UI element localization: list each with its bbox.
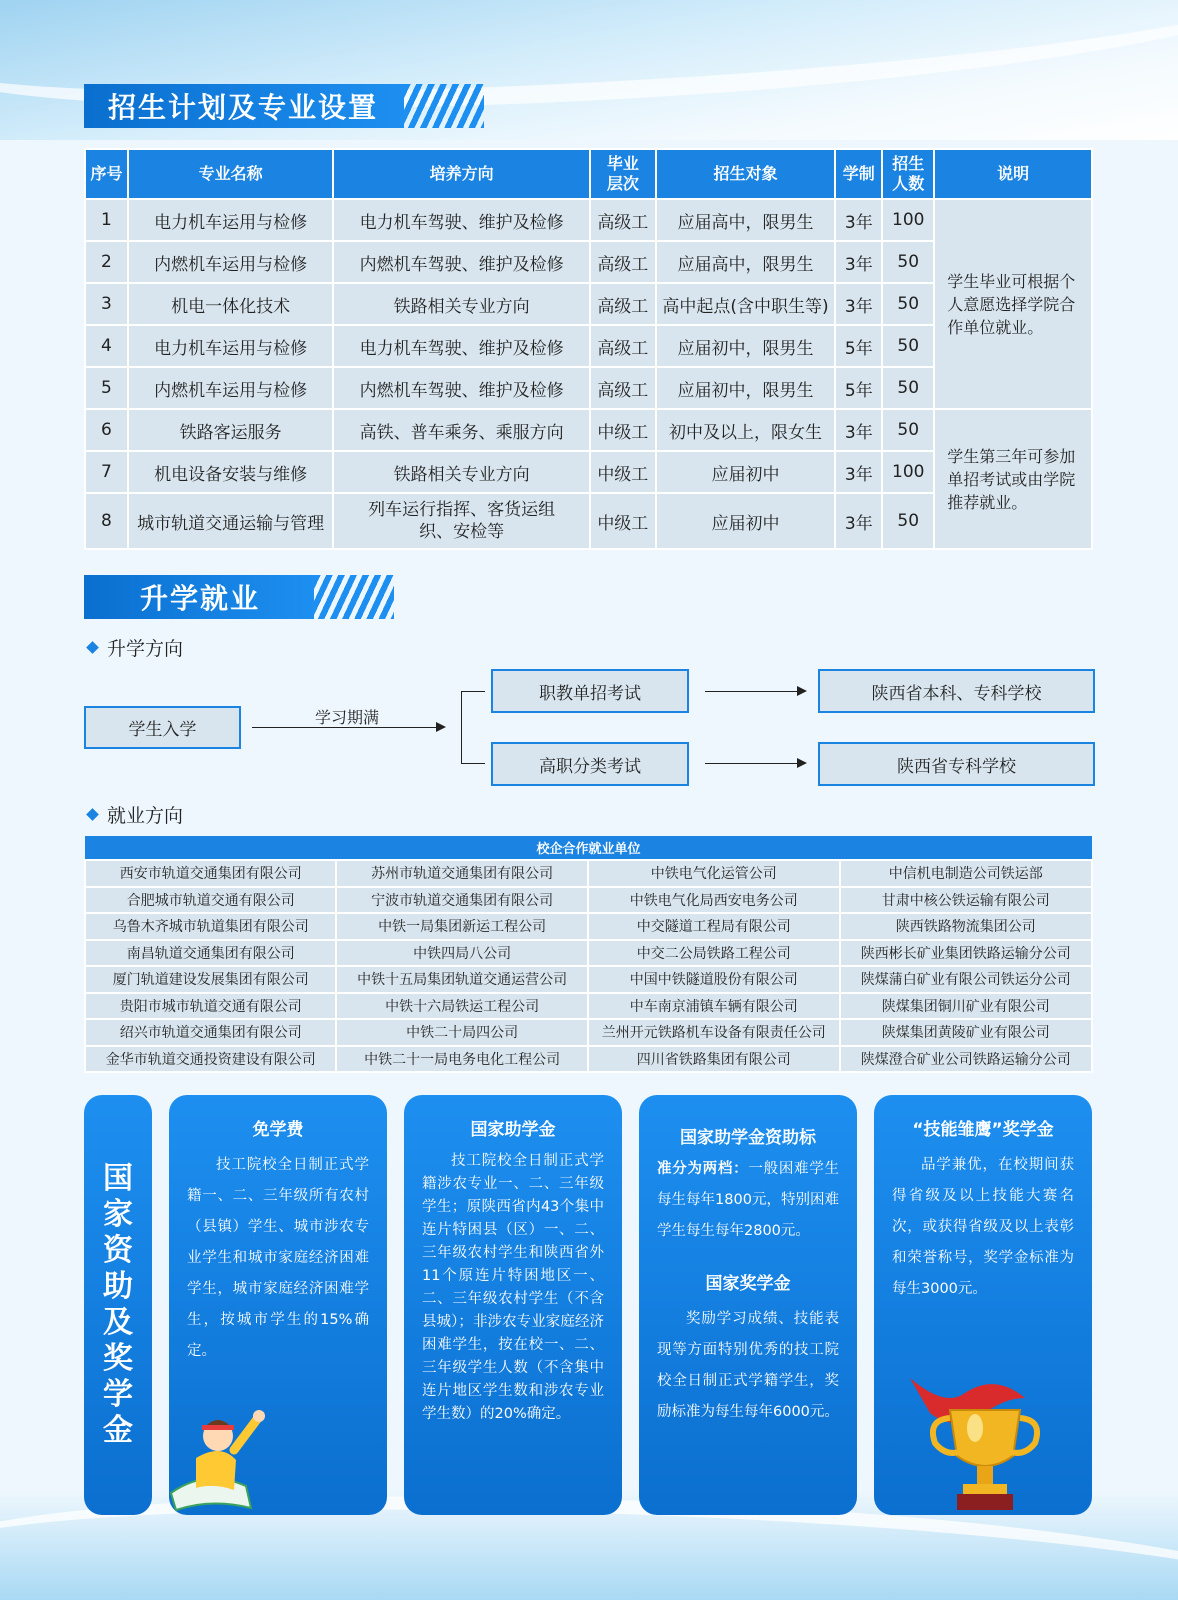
trophy-illustration xyxy=(905,1368,1065,1514)
section-title-further-study xyxy=(84,575,314,619)
cell: 高级工 xyxy=(590,241,656,283)
cell: 四川省铁路集团有限公司 xyxy=(588,1046,840,1073)
cell: 50 xyxy=(882,409,934,451)
flow-dest-text: 陕西省专科学校 xyxy=(897,756,1016,777)
cell: 3年 xyxy=(835,409,882,451)
flow-dest-box-1 xyxy=(818,669,1095,713)
cell: 高级工 xyxy=(590,325,656,367)
card-text: 技工院校全日制正式学籍一、二、三年级所有农村（县镇）学生、城市涉农专业学生和城市家庭经济困难学生，城市家庭经济困难学生，按城市学生的15%确定。 xyxy=(187,1157,369,1359)
table-row xyxy=(85,199,1092,241)
title-stripes-decoration xyxy=(404,84,484,128)
card-title: 国家助学金资助标 xyxy=(680,1128,816,1148)
aid-side-title xyxy=(84,1095,152,1515)
cell: 电力机车运用与检修 xyxy=(128,325,333,367)
cell: 陕西铁路物流集团公司 xyxy=(840,913,1092,940)
cell: 中铁十六局铁运工程公司 xyxy=(336,993,587,1020)
cell: 5 xyxy=(85,367,128,409)
table-row xyxy=(85,1046,1092,1073)
cell: 50 xyxy=(882,325,934,367)
card-text: 一般困难学生每生每年1800元，特别困难学生每生每年2800元。 xyxy=(657,1161,840,1239)
cell: 2 xyxy=(85,241,128,283)
cell: 内燃机车驾驶、维护及检修 xyxy=(333,367,589,409)
arrow-right-icon xyxy=(436,722,446,732)
diamond-bullet-icon xyxy=(86,641,99,654)
cell: 电力机车驾驶、维护及检修 xyxy=(333,199,589,241)
cell: 4 xyxy=(85,325,128,367)
cell: 应届初中，限男生 xyxy=(656,367,836,409)
table-row xyxy=(85,887,1092,914)
cell: 厦门轨道建设发展集团有限公司 xyxy=(85,966,336,993)
cell: 中级工 xyxy=(590,493,656,549)
cell: 中交二公局铁路工程公司 xyxy=(588,940,840,967)
card-text: 奖励学习成绩、技能表现等方面特别优秀的技工院校全日制正式学籍学生，奖励标准为每生每年6000元。 xyxy=(657,1311,839,1420)
cell: 中信机电制造公司铁运部 xyxy=(840,860,1092,887)
cell: 100 xyxy=(882,199,934,241)
cell: 100 xyxy=(882,451,934,493)
side-title-char: 学 xyxy=(103,1377,133,1412)
section-title-text: 招生计划及专业设置 xyxy=(108,91,379,124)
side-title-char: 助 xyxy=(103,1269,133,1304)
arrow-right-icon xyxy=(797,686,807,696)
table-row xyxy=(85,409,1092,451)
header-count: 招生 人数 xyxy=(882,149,934,199)
flow-bracket-line xyxy=(461,691,462,764)
cell: 中铁四局八公司 xyxy=(336,940,587,967)
cell: 中铁电气化局西安电务公司 xyxy=(588,887,840,914)
cell: 铁路相关专业方向 xyxy=(333,283,589,325)
employment-partners-table xyxy=(84,836,1093,1073)
cell: 50 xyxy=(882,493,934,549)
section-title-admission xyxy=(84,84,404,128)
flow-bracket-line xyxy=(461,763,485,764)
cell: 贵阳市城市轨道交通有限公司 xyxy=(85,993,336,1020)
table-row xyxy=(85,966,1092,993)
cell: 合肥城市轨道交通有限公司 xyxy=(85,887,336,914)
cell: 1 xyxy=(85,199,128,241)
cell: 3年 xyxy=(835,451,882,493)
header-level: 毕业 层次 xyxy=(590,149,656,199)
cell: 50 xyxy=(882,241,934,283)
aid-card-grant xyxy=(404,1095,622,1515)
flow-dest-text: 陕西省本科、专科学校 xyxy=(871,683,1042,704)
cell: 陕煤集团黄陵矿业有限公司 xyxy=(840,1019,1092,1046)
cell: 绍兴市轨道交通集团有限公司 xyxy=(85,1019,336,1046)
cell: 内燃机车驾驶、维护及检修 xyxy=(333,241,589,283)
cell: 甘肃中核公铁运输有限公司 xyxy=(840,887,1092,914)
cell: 兰州开元铁路机车设备有限责任公司 xyxy=(588,1019,840,1046)
cell: 机电一体化技术 xyxy=(128,283,333,325)
cell: 3年 xyxy=(835,241,882,283)
cell: 高级工 xyxy=(590,199,656,241)
table-row xyxy=(85,940,1092,967)
cell: 3 xyxy=(85,283,128,325)
cell: 5年 xyxy=(835,325,882,367)
heading-text: 升学方向 xyxy=(107,638,184,660)
header-direction: 培养方向 xyxy=(333,149,589,199)
flow-line xyxy=(252,727,436,728)
side-title-char: 及 xyxy=(103,1305,133,1340)
cell: 高中起点(含中职生等) xyxy=(656,283,836,325)
flow-start-text: 学生入学 xyxy=(128,720,197,740)
cell: 高级工 xyxy=(590,367,656,409)
card-text: 品学兼优，在校期间获得省级及以上技能大赛名次，或获得省级及以上表彰和荣誉称号，奖学金标准为每生3000元。 xyxy=(892,1157,1074,1297)
cell: 3年 xyxy=(835,199,882,241)
header-target: 招生对象 xyxy=(656,149,836,199)
cell: 内燃机车运用与检修 xyxy=(128,241,333,283)
flow-line xyxy=(705,763,797,764)
cell: 西安市轨道交通集团有限公司 xyxy=(85,860,336,887)
cell: 中铁二十一局电务电化工程公司 xyxy=(336,1046,587,1073)
cell: 陕西彬长矿业集团铁路运输分公司 xyxy=(840,940,1092,967)
table-row xyxy=(85,860,1092,887)
table-row xyxy=(85,1019,1092,1046)
cell: 5年 xyxy=(835,367,882,409)
aid-card-grant-standard xyxy=(639,1095,857,1515)
flow-arrow-label: 学习期满 xyxy=(315,708,380,727)
heading-text: 就业方向 xyxy=(107,805,184,827)
cell: 铁路相关专业方向 xyxy=(333,451,589,493)
employment-table-title: 校企合作就业单位 xyxy=(85,836,1092,860)
cell: 宁波市轨道交通集团有限公司 xyxy=(336,887,587,914)
cell: 内燃机车运用与检修 xyxy=(128,367,333,409)
side-title-char: 家 xyxy=(103,1197,133,1232)
cell: 应届高中，限男生 xyxy=(656,241,836,283)
arrow-right-icon xyxy=(797,758,807,768)
cell: 电力机车运用与检修 xyxy=(128,199,333,241)
cell: 中铁十五局集团轨道交通运营公司 xyxy=(336,966,587,993)
title-stripes-decoration xyxy=(314,575,394,619)
flow-exam-box-1 xyxy=(491,669,689,713)
header-major: 专业名称 xyxy=(128,149,333,199)
cell: 7 xyxy=(85,451,128,493)
cell: 陕煤澄合矿业公司铁路运输分公司 xyxy=(840,1046,1092,1073)
cell: 应届初中 xyxy=(656,493,836,549)
card-bold-text: 准分为两档： xyxy=(657,1161,749,1177)
cell: 乌鲁木齐城市轨道集团有限公司 xyxy=(85,913,336,940)
cell: 3年 xyxy=(835,493,882,549)
cell: 南昌轨道交通集团有限公司 xyxy=(85,940,336,967)
card-title: 国家助学金 xyxy=(470,1120,556,1140)
card-text: 技工院校全日制正式学籍涉农专业一、二、三年级学生；原陕西省内43个集中连片特困县（区）一、二、三年级农村学生和陕西省外11个原连片特困地区一、二、三年级农村学生（不含县城）；非涉农专业家庭经济困难学生，按在校一、二、三年级学生人数（不含集中连片地区学生数和涉农专业学生数）的20%确定。 xyxy=(422,1153,604,1422)
flow-line xyxy=(705,691,797,692)
card-title: 国家奖学金 xyxy=(705,1274,791,1294)
table-header-row xyxy=(85,149,1092,199)
cell: 中级工 xyxy=(590,451,656,493)
cell: 中级工 xyxy=(590,409,656,451)
cell: 3年 xyxy=(835,283,882,325)
flow-bracket-line xyxy=(461,691,485,692)
further-study-heading xyxy=(88,634,183,661)
cell: 8 xyxy=(85,493,128,549)
flow-exam-text: 职教单招考试 xyxy=(539,683,641,704)
cell: 列车运行指挥、客货运组织、安检等 xyxy=(333,493,589,549)
cell: 50 xyxy=(882,283,934,325)
cell: 初中及以上，限女生 xyxy=(656,409,836,451)
cell: 中交隧道工程局有限公司 xyxy=(588,913,840,940)
flow-exam-text: 高职分类考试 xyxy=(539,756,641,777)
student-reading-illustration xyxy=(166,1398,276,1513)
side-title-char: 金 xyxy=(103,1413,133,1448)
employment-heading xyxy=(88,801,183,828)
section-title-text: 升学就业 xyxy=(140,582,261,615)
cell: 高铁、普车乘务、乘服方向 xyxy=(333,409,589,451)
cell: 中国中铁隧道股份有限公司 xyxy=(588,966,840,993)
card-title: “技能雏鹰”奖学金 xyxy=(912,1120,1054,1140)
card-title: 免学费 xyxy=(252,1120,304,1140)
diamond-bullet-icon xyxy=(86,808,99,821)
cell: 中铁电气化运管公司 xyxy=(588,860,840,887)
cell: 中车南京浦镇车辆有限公司 xyxy=(588,993,840,1020)
cell: 中铁二十局四公司 xyxy=(336,1019,587,1046)
cell: 陕煤蒲白矿业有限公司铁运分公司 xyxy=(840,966,1092,993)
side-title-char: 资 xyxy=(103,1233,133,1268)
cell: 中铁一局集团新运工程公司 xyxy=(336,913,587,940)
side-title-char: 国 xyxy=(103,1161,133,1196)
cell: 苏州市轨道交通集团有限公司 xyxy=(336,860,587,887)
cell: 金华市轨道交通投资建设有限公司 xyxy=(85,1046,336,1073)
cell: 铁路客运服务 xyxy=(128,409,333,451)
flow-dest-box-2 xyxy=(818,742,1095,786)
admission-plan-table xyxy=(84,148,1093,550)
cell: 高级工 xyxy=(590,283,656,325)
header-duration: 学制 xyxy=(835,149,882,199)
flow-exam-box-2 xyxy=(491,742,689,786)
cell: 电力机车驾驶、维护及检修 xyxy=(333,325,589,367)
cell: 50 xyxy=(882,367,934,409)
note-cell: 学生毕业可根据个人意愿选择学院合作单位就业。 xyxy=(934,199,1092,409)
note-cell: 学生第三年可参加单招考试或由学院推荐就业。 xyxy=(934,409,1092,549)
cell: 机电设备安装与维修 xyxy=(128,451,333,493)
cell: 城市轨道交通运输与管理 xyxy=(128,493,333,549)
cell: 应届初中 xyxy=(656,451,836,493)
table-row xyxy=(85,913,1092,940)
header-index: 序号 xyxy=(85,149,128,199)
cell: 应届高中，限男生 xyxy=(656,199,836,241)
header-note: 说明 xyxy=(934,149,1092,199)
cell: 6 xyxy=(85,409,128,451)
cell: 应届初中，限男生 xyxy=(656,325,836,367)
flow-start-box xyxy=(84,706,241,749)
table-row xyxy=(85,993,1092,1020)
side-title-char: 奖 xyxy=(103,1341,133,1376)
cell: 陕煤集团铜川矿业有限公司 xyxy=(840,993,1092,1020)
